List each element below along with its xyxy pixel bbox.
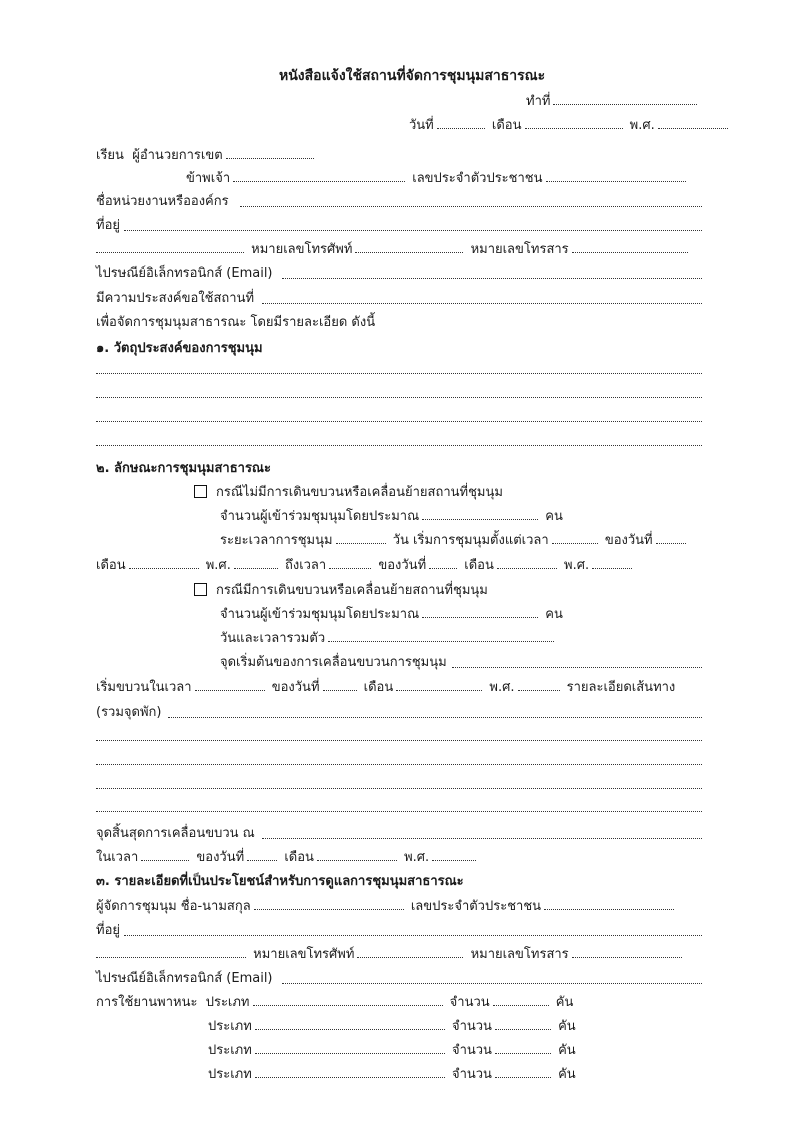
until-year-label: พ.ศ. [564,558,590,573]
organizer-address-cont-field[interactable] [96,956,246,958]
march-day-label: ของวันที่ [271,680,320,695]
vehicle-unit-4: คัน [558,1067,576,1082]
end-year-field[interactable] [432,859,476,861]
vehicle-count-label-1: จำนวน [449,995,490,1010]
section1-title: ๑. วัตถุประสงค์ของการชุมนุม [96,341,263,356]
to-value: ผู้อำนวยการเขต [132,148,223,163]
applicant-row [186,170,689,188]
section3-title: ๓. รายละเอียดที่เป็นประโยชน์สำหรับการดูแลการชุมนุมสาธารณะ [96,874,464,889]
at-time-label: ในเวลา [96,850,139,865]
start-year-label: พ.ศ. [205,558,231,573]
start-day-field[interactable] [656,542,686,544]
march-year-field[interactable] [518,689,560,691]
vehicle-type-label-2: ประเภท [208,1019,252,1034]
to-field[interactable] [226,157,314,159]
organizer-phone-field[interactable] [357,956,463,958]
march-start-field[interactable] [195,689,265,691]
address-cont-field[interactable] [96,251,244,253]
participants-label: จำนวนผู้เข้าร่วมชุมนุมโดยประมาณ [220,509,420,524]
route-line-4[interactable] [96,788,702,789]
vehicle-type-label-3: ประเภท [208,1043,252,1058]
until-year-field[interactable] [592,567,632,569]
gather-field[interactable] [328,640,554,642]
march-start-row [96,679,675,697]
participants-field-2[interactable] [422,616,538,618]
vehicle-type-field-2[interactable] [255,1028,445,1030]
place-field[interactable] [262,303,702,304]
vehicle-row-3 [208,1042,576,1060]
fax-field[interactable] [572,251,688,253]
address-label: ที่อยู่ [96,218,120,233]
phone-field[interactable] [355,251,463,253]
vehicle-count-label-2: จำนวน [451,1019,492,1034]
end-point-label: จุดสิ้นสุดการเคลื่อนขบวน ณ [96,826,255,841]
until-month-label: เดือน [464,558,494,573]
id-label: เลขประจำตัวประชาชน [412,171,543,186]
vehicle-count-label-4: จำนวน [451,1067,492,1082]
end-month-label: เดือน [284,850,314,865]
month-field[interactable] [525,127,623,129]
organizer-email-field[interactable] [282,983,702,984]
vehicle-count-field-3[interactable] [495,1052,551,1054]
purpose-intro: เพื่อจัดการชุมนุมสาธารณะ โดยมีรายละเอียด ดังนี้ [96,315,376,330]
end-time-field[interactable] [141,859,189,861]
march-day-field[interactable] [323,689,357,691]
objective-line-4[interactable] [96,445,702,446]
organizer-email-label: ไปรษณีย์อิเล็กทรอนิกส์ (Email) [96,971,273,986]
vehicle-count-field-2[interactable] [495,1028,551,1030]
start-year-field[interactable] [234,567,278,569]
duration-row [220,532,689,550]
case-march-row [194,582,488,600]
month-label: เดือน [491,118,522,133]
participants-label-2: จำนวนผู้เข้าร่วมชุมนุมโดยประมาณ [220,607,420,622]
participants-row-1 [220,508,563,526]
objective-line-2[interactable] [96,397,702,398]
case-no-march-label: กรณีไม่มีการเดินขบวนหรือเคลื่อนย้ายสถานที่ชุมนุม [216,485,503,500]
end-day-label: ของวันที่ [196,850,245,865]
organizer-fax-field[interactable] [572,956,682,958]
org-label: ชื่อหน่วยงานหรือองค์กร [96,194,229,209]
march-month-label: เดือน [363,680,394,695]
until-time-label: ถึงเวลา [284,558,327,573]
vehicle-type-field-1[interactable] [253,1004,443,1006]
year-label: พ.ศ. [629,118,655,133]
date-field[interactable] [437,127,485,129]
until-day-label: ของวันที่ [378,558,427,573]
contact-row [96,241,691,259]
vehicle-count-field-4[interactable] [495,1076,551,1078]
vehicle-type-field-3[interactable] [255,1052,445,1054]
to-row [96,147,317,165]
end-month-field[interactable] [317,859,397,861]
start-point-field[interactable] [452,667,702,668]
vehicle-row-1 [96,994,573,1012]
gather-row [220,630,557,648]
id-field[interactable] [546,180,686,182]
email-field[interactable] [282,278,702,279]
of-day-label: ของวันที่ [604,533,653,548]
case-no-march-row [194,484,503,502]
start-time-field[interactable] [552,542,598,544]
date-range-row [96,557,635,575]
organizer-fax-label: หมายเลขโทรสาร [470,947,569,962]
organizer-label: ผู้จัดการชุมนุม ชื่อ-นามสกุล [96,899,251,914]
person-unit-2: คน [545,607,563,622]
case-march-checkbox[interactable] [194,583,207,596]
wish-label: มีความประสงค์ขอใช้สถานที่ [96,291,255,306]
vehicle-unit-3: คัน [558,1043,576,1058]
date-row [409,117,731,135]
i-label: ข้าพเจ้า [186,171,231,186]
vehicle-label: การใช้ยานพาหนะ [96,995,198,1010]
vehicle-row-2 [208,1018,576,1036]
duration-field[interactable] [336,542,386,544]
vehicle-type-field-4[interactable] [255,1076,445,1078]
vehicle-row-4 [208,1066,576,1084]
section2-title: ๒. ลักษณะการชุมนุมสาธารณะ [96,461,271,476]
case-march-label: กรณีมีการเดินขบวนหรือเคลื่อนย้ายสถานที่ชุมนุม [216,583,488,598]
written-at-row [526,93,700,111]
vehicle-type-label-1: ประเภท [205,995,250,1010]
vehicle-count-label-3: จำนวน [451,1043,492,1058]
march-month-field[interactable] [396,689,482,691]
org-field[interactable] [240,206,702,207]
route-label: รายละเอียดเส้นทาง [566,680,676,695]
gather-label: วันและเวลารวมตัว [220,631,326,646]
fax-label: หมายเลขโทรสาร [470,242,569,257]
until-month-field[interactable] [497,567,557,569]
march-start-label: เริ่มขบวนในเวลา [96,680,192,695]
start-point-label: จุดเริ่มต้นของการเคลื่อนขบวนการชุมนุม [220,655,447,670]
written-at-field[interactable] [553,103,697,105]
march-year-label: พ.ศ. [489,680,515,695]
participants-row-2 [220,606,563,624]
to-label: เรียน [96,148,124,163]
date-label: วันที่ [409,118,434,133]
route-line-1[interactable] [168,717,702,718]
duration-label: ระยะเวลาการชุมนุม [220,533,333,548]
phone-label: หมายเลขโทรศัพท์ [251,242,353,257]
applicant-name-field[interactable] [233,180,405,182]
start-month-field[interactable] [129,567,199,569]
start-time-label: เริ่มการชุมนุมตั้งแต่เวลา [413,533,549,548]
start-month-label: เดือน [96,558,126,573]
vehicle-unit-2: คัน [558,1019,576,1034]
email-label: ไปรษณีย์อิเล็กทรอนิกส์ (Email) [96,266,273,281]
route-line-3[interactable] [96,764,702,765]
stops-label: (รวมจุดพัก) [96,705,162,720]
organizer-address-field[interactable] [124,935,702,936]
year-field[interactable] [658,127,728,129]
form-title: หนังสือแจ้งใช้สถานที่จัดการชุมนุมสาธารณะ [279,68,546,84]
day-unit: วัน [392,533,409,548]
end-year-label: พ.ศ. [404,850,430,865]
objective-line-1[interactable] [96,373,702,374]
organizer-row [96,898,677,916]
vehicle-unit-1: คัน [555,995,574,1010]
until-time-field[interactable] [329,567,371,569]
person-unit: คน [545,509,563,524]
end-point-field[interactable] [262,838,702,839]
written-at-label: ทำที่ [526,94,551,109]
organizer-id-label: เลขประจำตัวประชาชน [410,899,542,914]
address-field[interactable] [124,230,702,231]
case-no-march-checkbox[interactable] [194,485,207,498]
organizer-id-field[interactable] [544,908,674,910]
participants-field-1[interactable] [422,518,538,520]
end-time-row [96,849,479,867]
until-day-field[interactable] [429,567,457,569]
organizer-name-field[interactable] [254,908,404,910]
route-line-2[interactable] [96,740,702,741]
organizer-contact-row [96,946,685,964]
vehicle-count-field-1[interactable] [493,1004,549,1006]
end-day-field[interactable] [247,859,277,861]
vehicle-type-label-4: ประเภท [208,1067,252,1082]
objective-line-3[interactable] [96,421,702,422]
route-line-5[interactable] [96,811,702,812]
organizer-address-label: ที่อยู่ [96,923,120,938]
organizer-phone-label: หมายเลขโทรศัพท์ [253,947,355,962]
